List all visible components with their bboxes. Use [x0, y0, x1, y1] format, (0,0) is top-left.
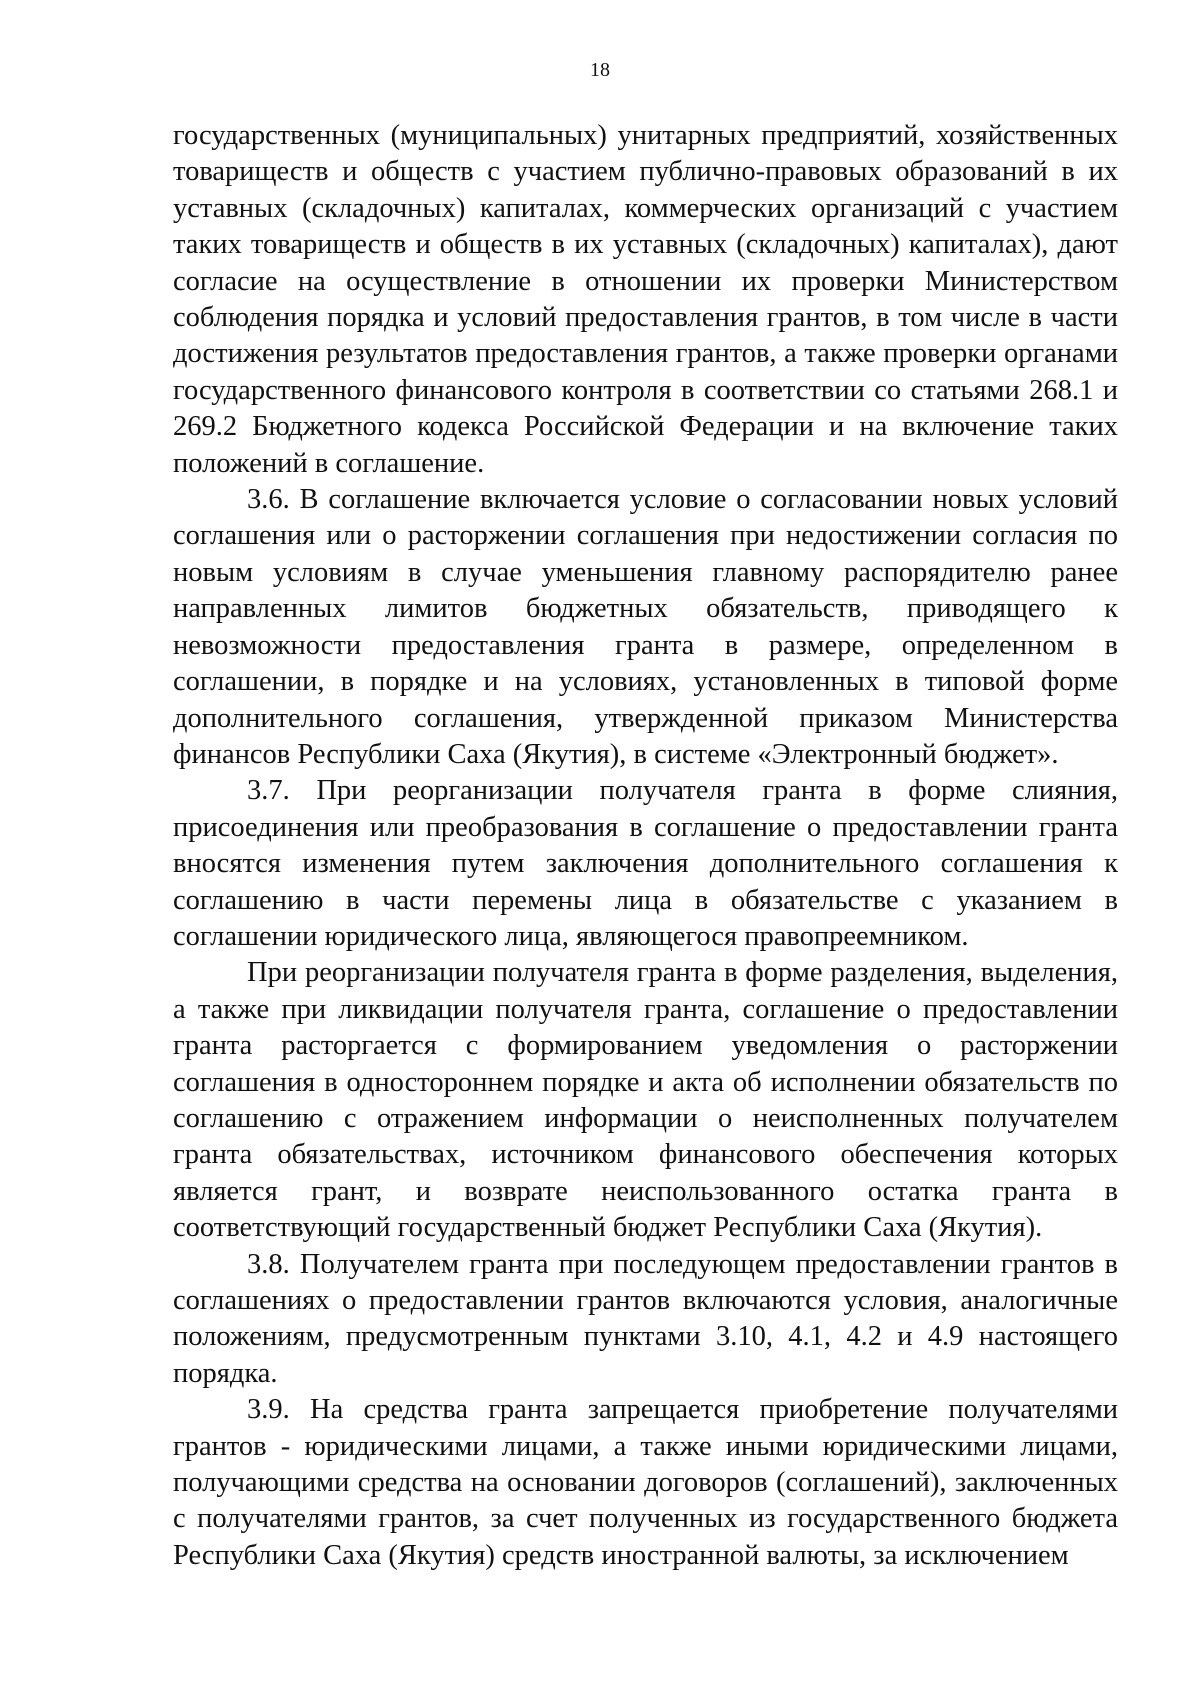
paragraph-continuation: государственных (муниципальных) унитарных предприятий, хозяйственных товариществ и обществ с участием публично-правовых образований в их уставных (складочных) капиталах, коммерческих организаций с участием таких товариществ и обществ в их уставных (складочных) капиталах), дают согласие на осуществление в отношении их проверки Министерством соблюдения порядка и условий предоставления грантов, в том числе в части достижения результатов предоставления грантов, а также проверки органами государственного финансового контроля в соответствии со статьями 268.1 и 269.2 Бюджетного кодекса Российской Федерации и на включение таких положений в соглашение. [173, 120, 1118, 479]
page-number: 18 [590, 59, 610, 81]
paragraph-clause-3-7: 3.7. При реорганизации получателя гранта в форме слияния, присоединения или преобразования в соглашение о предоставлении гранта вносятся изменения путем заключения дополнительного соглашения к соглашению в части перемены лица в обязательстве с указанием в соглашении юридического лица, являющегося правопреемником. [173, 775, 1118, 952]
paragraph-clause-3-8: 3.8. Получателем гранта при последующем предоставлении грантов в соглашениях о предоставлении грантов включаются условия, аналогичные положениям, предусмотренным пунктами 3.10, 4.1, 4.2 и 4.9 настоящего порядка. [173, 1248, 1118, 1389]
paragraph-clause-3-9: 3.9. На средства гранта запрещается приобретение получателями грантов - юридическими лицами, а также иными юридическими лицами, получающими средства на основании договоров (соглашений), заключенных с получателями грантов, за счет полученных из государственного бюджета Республики Саха (Якутия) средств иностранной валюты, за исключением [173, 1394, 1118, 1571]
paragraph-clause-3-7-reorganization: При реорганизации получателя гранта в форме разделения, выделения, а также при ликвидации получателя гранта, соглашение о предоставлении гранта расторгается с формированием уведомления о расторжении соглашения в одностороннем порядке и акта об исполнении обязательств по соглашению с отражением информации о неисполненных получателем гранта обязательствах, источником финансового обеспечения которых является грант, и возврате неиспользованного остатка гранта в соответствующий государственный бюджет Республики Саха (Якутия). [173, 957, 1118, 1244]
document-body [173, 118, 1118, 1574]
paragraph-clause-3-6: 3.6. В соглашение включается условие о согласовании новых условий соглашения или о расторжении соглашения при недостижении согласия по новым условиям в случае уменьшения главному распорядителю ранее направленных лимитов бюджетных обязательств, приводящего к невозможности предоставления гранта в размере, определенном в соглашении, в порядке и на условиях, установленных в типовой форме дополнительного соглашения, утвержденной приказом Министерства финансов Республики Саха (Якутия), в системе «Электронный бюджет». [173, 484, 1118, 770]
